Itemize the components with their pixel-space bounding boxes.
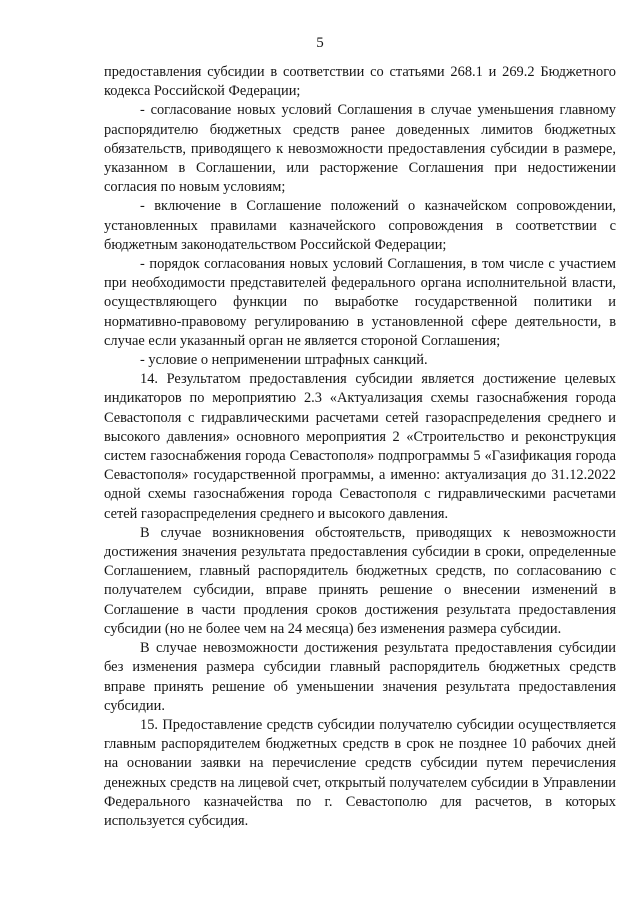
paragraph-agreement-approval-procedure: - порядок согласования новых условий Соглашения, в том числе с участием при необходимости представителей федерального органа исполнительной власти, осуществляющего функции по выработке государственной политики и нормативно-правовому регулированию в установленной сфере деятельности, в случае если указанный орган не является стороной Соглашения; [104,256,616,349]
paragraph-circumstances-extension: В случае возникновения обстоятельств, приводящих к невозможности достижения значения результата предоставления субсидии в сроки, определенные Соглашением, главный распорядитель бюджетных средств, по согласованию с получателем субсидии, вправе принять решение о внесении изменений в Соглашение в части продления сроков достижения результата предоставления субсидии (но не более чем на 24 месяца) без изменения размера субсидии. [104,524,616,637]
paragraph-result-reduction: В случае невозможности достижения результата предоставления субсидии без изменения размера субсидии главный распорядитель бюджетных средств вправе принять решение об уменьшении значения результата предоставления субсидии. [104,640,616,714]
paragraph-no-penalties: - условие о неприменении штрафных санкций. [140,352,428,369]
paragraph-budget-code-reference: предоставления субсидии в соответствии со статьями 268.1 и 269.2 Бюджетного кодекса Российской Федерации; [104,64,616,100]
paragraph-new-terms-agreement: - согласование новых условий Соглашения в случае уменьшения главному распорядителю бюджетных средств ранее доведенных лимитов бюджетных обязательств, приводящего к невозможности предоставления субсидии в размере, указанном в Соглашении, или расторжение Соглашения при недостижении согласия по новым условиям; [104,102,616,196]
page-number: 5 [316,35,324,51]
paragraph-clause-15-transfer: 15. Предоставление средств субсидии получателю субсидии осуществляется главным распорядителем бюджетных средств в срок не позднее 10 рабочих дней на основании заявки на перечисление средств субсидии путем перечисления денежных средств на лицевой счет, открытый получателем субсидии в Управлении Федерального казначейства по г. Севастополю для расчетов, в которых используется субсидия. [104,716,616,829]
paragraph-treasury-support: - включение в Соглашение положений о казначейском сопровождении, установленных правилами казначейского сопровождения в соответствии с бюджетным законодательством Российской Федерации; [104,198,616,253]
paragraph-clause-14-result: 14. Результатом предоставления субсидии является достижение целевых индикаторов по мероприятию 2.3 «Актуализация схемы газоснабжения города Севастополя с гидравлическими расчетами сетей газораспределения среднего и высокого давления» основного мероприятия 2 «Строительство и реконструкция систем газоснабжения города Севастополя» подпрограммы 5 «Газификация города Севастополя» государственной программы, а именно: актуализация до 31.12.2022 одной схемы газоснабжения города Севастополя с гидравлическими расчетами сетей газораспределения среднего и высокого давления. [104,371,616,522]
document-body [104,63,616,831]
